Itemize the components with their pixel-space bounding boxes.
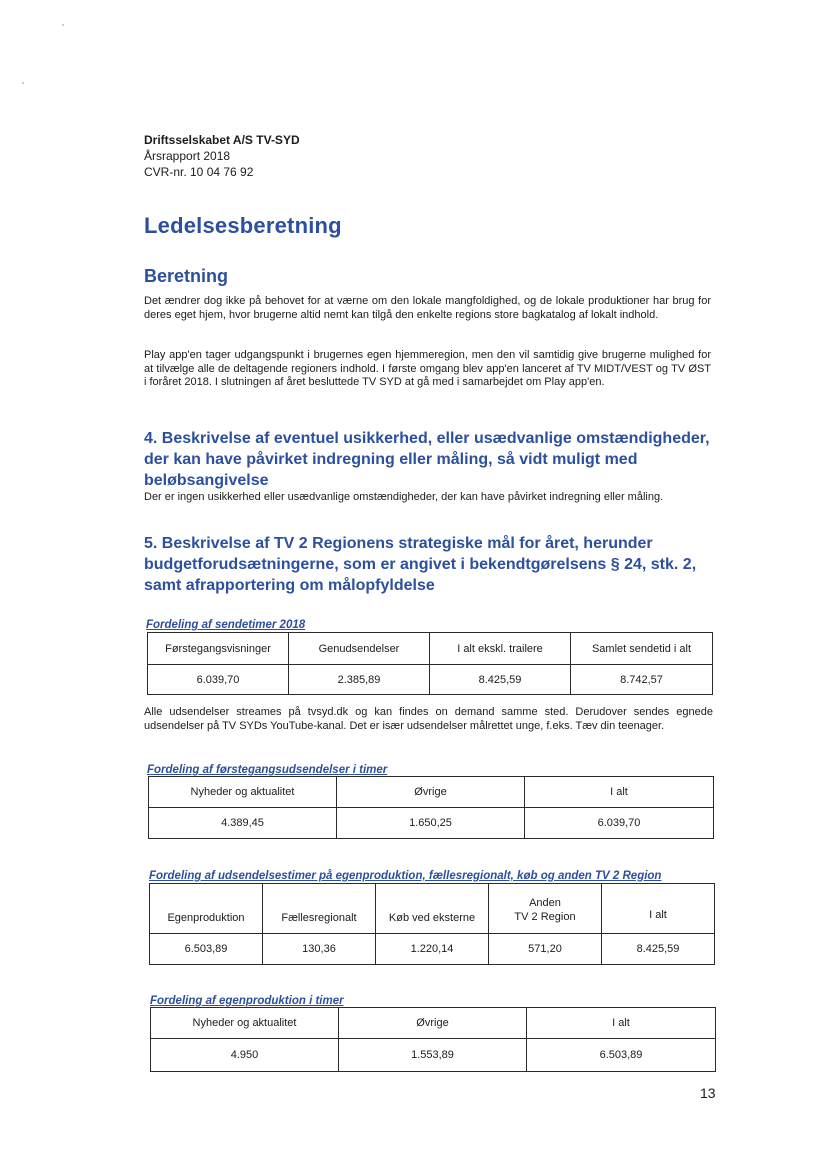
table-header-row	[150, 884, 715, 934]
scan-speck	[62, 24, 64, 26]
table-header-cell: I alt ekskl. trailere	[430, 633, 571, 665]
table-header-cell: Nyheder og aktualitet	[151, 1008, 339, 1039]
table-header-cell: Egenproduktion	[150, 884, 263, 934]
page-title: Ledelsesberetning	[144, 213, 342, 238]
table-cell: 6.039,70	[148, 665, 289, 695]
table-cell: 1.220,14	[376, 934, 489, 965]
table-cell: 6.503,89	[150, 934, 263, 965]
table-header-cell: Køb ved eksterne	[376, 884, 489, 934]
company-name: Driftsselskabet A/S TV-SYD	[144, 133, 300, 147]
table-header-cell: I alt	[525, 777, 714, 808]
document-header	[144, 132, 300, 180]
table-header-cell: I alt	[527, 1008, 716, 1039]
table-cell: 1.650,25	[337, 808, 525, 839]
table-cell: 4.389,45	[149, 808, 337, 839]
table-egenproduktion-fordeling	[149, 883, 715, 965]
table-header-row	[149, 777, 714, 808]
table-header-cell: Nyheder og aktualitet	[149, 777, 337, 808]
table-3-caption: Fordeling af udsendelsestimer på egenproduktion, fællesregionalt, køb og anden TV 2 Region	[149, 870, 662, 882]
section-5-heading: 5. Beskrivelse af TV 2 Regionens strategiske mål for året, herunder budgetforudsætningerne, som er angivet i bekendtgørelsens § 24, stk. 2, samt afrapportering om målopfyldelse	[144, 535, 697, 594]
table-cell: 4.950	[151, 1039, 339, 1072]
table-header-cell: Øvrige	[337, 777, 525, 808]
report-title: Årsrapport 2018	[144, 149, 231, 163]
table-cell: 1.553,89	[339, 1039, 527, 1072]
table-2-caption: Fordeling af førstegangsudsendelser i timer	[147, 764, 388, 776]
table-cell: 8.425,59	[602, 934, 715, 965]
table-header-cell: Førstegangsvisninger	[148, 633, 289, 665]
table-cell: 6.039,70	[525, 808, 714, 839]
table-cell: 2.385,89	[289, 665, 430, 695]
scan-speck	[22, 82, 24, 84]
header-line-2: TV 2 Region	[514, 911, 576, 923]
table-row	[150, 934, 715, 965]
table-header-cell: Fællesregionalt	[263, 884, 376, 934]
table-header-cell: Samlet sendetid i alt	[571, 633, 713, 665]
table-1-caption: Fordeling af sendetimer 2018	[146, 619, 306, 631]
table-row	[149, 808, 714, 839]
section-4-text: Der er ingen usikkerhed eller usædvanlige omstændigheder, der kan have påvirket indregning eller måling.	[144, 491, 664, 503]
table-cell: 8.742,57	[571, 665, 713, 695]
table-cell: 6.503,89	[527, 1039, 716, 1072]
table-egenproduktion-timer	[150, 1007, 716, 1072]
table-header-cell: I alt	[602, 884, 715, 934]
table-header-cell	[489, 884, 602, 934]
cvr-number: CVR-nr. 10 04 76 92	[144, 165, 254, 179]
section-subtitle: Beretning	[144, 266, 229, 286]
paragraph-1: Det ændrer dog ikke på behovet for at værne om den lokale mangfoldighed, og de lokale produktioner har brug for deres eget hjem, hvor brugerne altid nemt kan tilgå den enkelte regions store bagkatalog af lokalt indhold.	[144, 295, 711, 321]
streaming-note: Alle udsendelser streames på tvsyd.dk og kan findes on demand samme sted. Derudover sendes egnede udsendelser på TV SYDs YouTube-kanal. Det er især udsendelser målrettet unge, f.eks. Tæv din teenager.	[144, 706, 713, 732]
table-cell: 130,36	[263, 934, 376, 965]
table-cell: 571,20	[489, 934, 602, 965]
table-sendetimer	[147, 632, 713, 695]
table-4-caption: Fordeling af egenproduktion i timer	[150, 995, 344, 1007]
header-line-1: Anden	[529, 897, 561, 909]
table-foerstegangsudsendelser	[148, 776, 714, 839]
page-number: 13	[700, 1085, 716, 1101]
table-header-row	[151, 1008, 716, 1039]
table-header-cell: Genudsendelser	[289, 633, 430, 665]
table-row	[151, 1039, 716, 1072]
section-4-heading: 4. Beskrivelse af eventuel usikkerhed, eller usædvanlige omstændigheder, der kan have påvirket indregning eller måling, så vidt muligt med beløbsangivelse	[144, 430, 710, 489]
table-row	[148, 665, 713, 695]
table-header-cell: Øvrige	[339, 1008, 527, 1039]
table-cell: 8.425,59	[430, 665, 571, 695]
paragraph-2: Play app'en tager udgangspunkt i brugernes egen hjemmeregion, men den vil samtidig give brugerne mulighed for at tilvælge alle de deltagende regioners indhold. I første omgang blev app'en lanceret af TV MIDT/VEST og TV ØST i foråret 2018. I slutningen af året besluttede TV SYD at gå med i samarbejdet om Play app'en.	[144, 349, 711, 388]
table-header-row	[148, 633, 713, 665]
